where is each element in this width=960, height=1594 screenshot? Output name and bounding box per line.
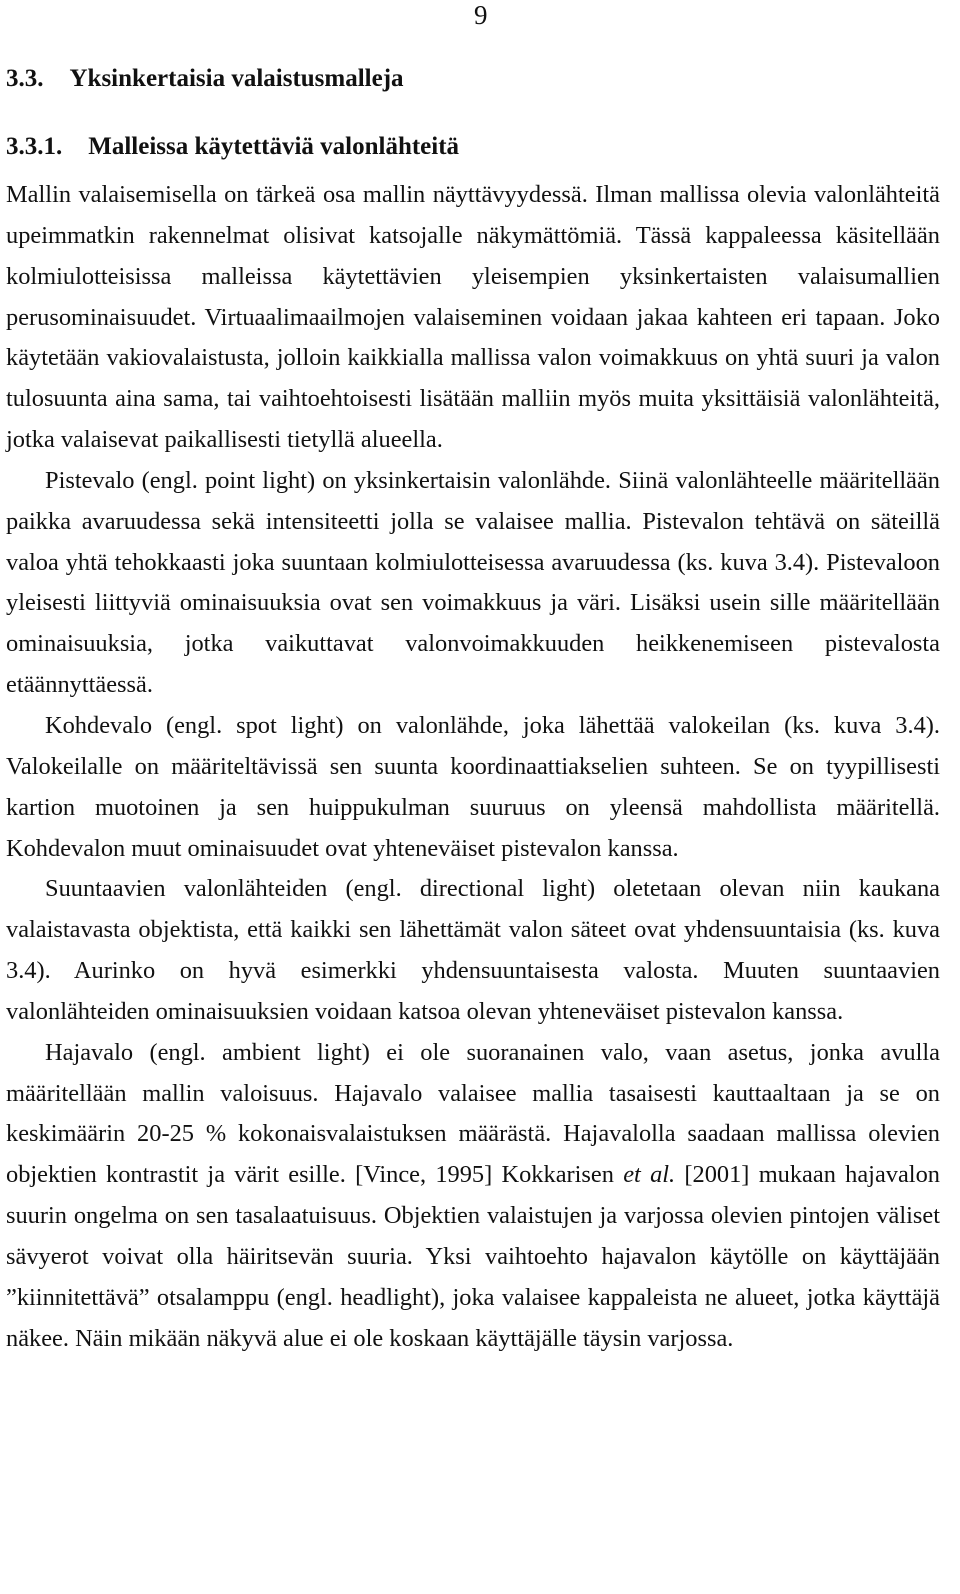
page-number: 9 <box>474 0 488 30</box>
ambient-text-end: [2001] mukaan hajavalon suurin ongelma on sen tasalaatuisuus. Objektien valaistujen ja varjossa olevien pintojen väliset sävyerot voivat olla häiritsevän suuria. Yksi vaihtoehto hajavalon käytölle on käyttäjään ”kiinnitettävä” otsalamppu (engl. headlight), joka valaisee kappaleista ne alueet, jotka käyttäjä näkee. Näin mikään näkyvä alue ei ole koskaan käyttäjälle täysin varjossa. <box>6 1161 940 1352</box>
subsection-number: 3.3.1. <box>6 133 63 160</box>
body-text <box>6 175 940 1359</box>
section-heading <box>6 64 404 94</box>
subsection-title: Malleissa käytettäviä valonlähteitä <box>88 133 460 160</box>
ambient-text-start: Hajavalo (engl. ambient light) ei ole suoranainen valo, vaan asetus, jonka avulla määritellään mallin valoisuus. Hajavalo valaisee mallia tasaisesti kauttaaltaan ja se on keskimäärin 20-25 % kokonaisvalaistuksen määrästä. Hajavalolla saadaan mallissa olevien objektien kontrastit ja värit esille. [Vince, 1995] Kokkarisen <box>6 1038 940 1189</box>
section-number: 3.3. <box>6 65 44 92</box>
paragraph-ambient-light <box>6 1033 940 1360</box>
paragraph-spot-light: Kohdevalo (engl. spot light) on valonlähde, joka lähettää valokeilan (ks. kuva 3.4). Valokeilalle on määriteltävissä sen suunta koordinaattiakselien suhteen. Se on tyypillisesti kartion muotoinen ja sen huippukulman suuruus on yleensä mahdollista määritellä. Kohdevalon muut ominaisuudet ovat yhteneväiset pistevalon kanssa. <box>6 711 940 862</box>
paragraph-directional-light: Suuntaavien valonlähteiden (engl. directional light) oletetaan olevan niin kaukana valaistavasta objektista, että kaikki sen lähettämät valon säteet ovat yhdensuuntaisia (ks. kuva 3.4). Aurinko on hyvä esimerkki yhdensuuntaisesta valosta. Muuten suuntaavien valonlähteiden ominaisuuksien voidaan katsoa olevan yhteneväiset pistevalon kanssa. <box>6 875 940 1025</box>
section-title: Yksinkertaisia valaistusmalleja <box>69 65 404 92</box>
subsection-heading <box>6 132 459 162</box>
paragraph-point-light: Pistevalo (engl. point light) on yksinkertaisin valonlähde. Siinä valonlähteelle määritellään paikka avaruudessa sekä intensiteetti jolla se valaisee mallia. Pistevalon tehtävä on säteillä valoa yhtä tehokkaasti joka suuntaan kolmiulotteisessa avaruudessa (ks. kuva 3.4). Pistevaloon yleisesti liittyviä ominaisuuksia ovat sen voimakkuus ja väri. Lisäksi usein sille määritellään ominaisuuksia, jotka vaikuttavat valonvoimakkuuden heikkenemiseen pistevalosta etäännyttäessä. <box>6 466 940 699</box>
paragraph-intro: Mallin valaisemisella on tärkeä osa mallin näyttävyydessä. Ilman mallissa olevia valonlähteitä upeimmatkin rakennelmat olisivat katsojalle näkymättömiä. Tässä kappaleessa käsitellään kolmiulotteisissa malleissa käytettävien yleisempien yksinkertaisten valaisumallien perusominaisuudet. Virtuaalimaailmojen valaiseminen voidaan jakaa kahteen eri tapaan. Joko käytetään vakiovalaistusta, jolloin kaikkialla mallissa valon voimakkuus on yhtä suuri ja valon tulosuunta aina sama, tai vaihtoehtoisesti lisätään malliin myös muita yksittäisiä valonlähteitä, jotka valaisevat paikallisesti tietyllä alueella. <box>6 181 940 454</box>
citation-et-al: et al. <box>623 1161 676 1189</box>
